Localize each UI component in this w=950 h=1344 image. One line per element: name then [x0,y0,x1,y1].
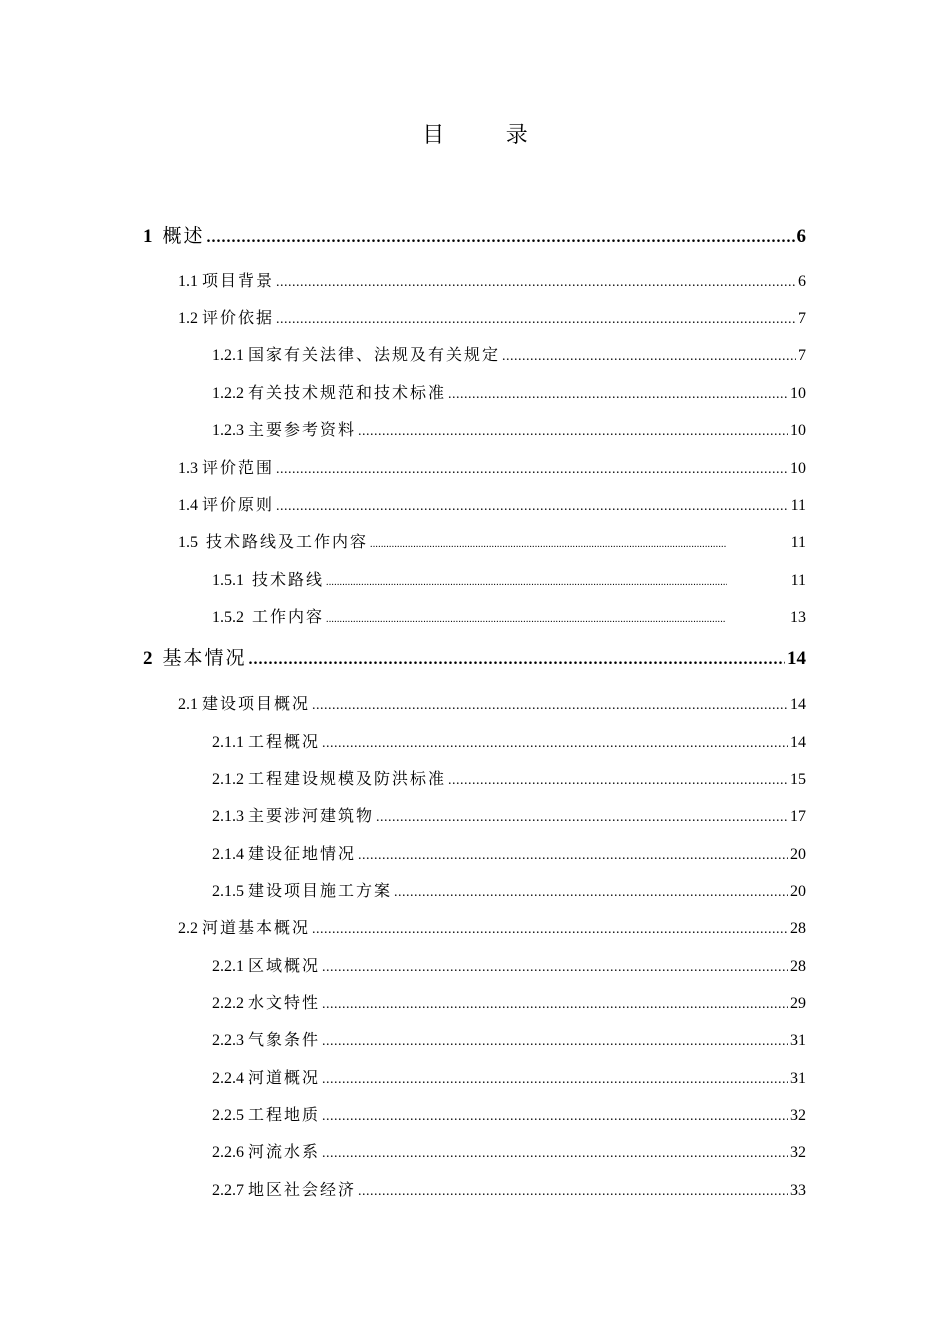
toc-entry[interactable] [178,270,806,294]
toc-entry[interactable] [178,494,806,518]
toc-entry-label [143,223,205,251]
toc-entry-number: 1.2.2 [212,385,244,402]
toc-entry[interactable] [212,805,806,829]
toc-entry[interactable] [212,1141,806,1165]
toc-entry-label [212,1141,320,1165]
toc-entry-page-number: 7 [798,347,806,364]
toc-entry-text: 工作内容 [252,609,325,626]
toc-dot-leader [322,1105,788,1129]
toc-entry-label [212,419,356,443]
toc-entry-label [212,843,356,867]
toc-entry[interactable] [212,1179,806,1203]
toc-entry-label [178,307,274,331]
toc-entry[interactable] [212,1104,806,1128]
toc-entry-page-number: 28 [790,920,806,937]
toc-entry-page-number: 33 [790,1182,806,1199]
toc-entry[interactable] [178,531,806,555]
toc-entry[interactable] [212,1067,806,1091]
toc-entry-number: 2 [143,648,153,669]
toc-entry-number: 1.5.1 [212,572,244,589]
toc-entry-page-number: 11 [790,572,806,589]
toc-entry-page-number: 31 [790,1032,806,1049]
toc-entry-number: 1.1 [178,273,198,290]
toc-entry-label [212,805,374,829]
toc-entry-number: 2.2.6 [212,1144,244,1161]
toc-entry-label [212,382,446,406]
toc-entry-label [178,494,274,518]
toc-title: 目 录 [422,122,556,147]
toc-entry-number: 1.2 [178,310,198,327]
toc-entry-number: 2.1.5 [212,883,244,900]
toc-entry-number: 2.1.2 [212,771,244,788]
toc-entry-label [178,917,310,941]
toc-entry[interactable] [212,955,806,979]
toc-entry[interactable] [212,880,806,904]
toc-dot-leader [394,881,788,905]
toc-entry-page-number: 14 [790,696,806,713]
toc-entry-page-number: 13 [790,609,806,626]
toc-entry-number: 2.2 [178,920,198,937]
toc-entry-page-number: 32 [790,1144,806,1161]
toc-entry-label [212,606,324,630]
toc-entry-text: 评价原则 [202,497,275,514]
toc-dot-leader [376,806,788,830]
toc-entry[interactable] [212,843,806,867]
toc-entry-label [178,531,368,555]
toc-entry-text: 气象条件 [248,1032,321,1049]
toc-entry-text: 评价范围 [202,460,275,477]
toc-entry-number: 2.1.1 [212,734,244,751]
toc-entry[interactable] [212,992,806,1016]
toc-entry-number: 2.2.1 [212,958,244,975]
toc-entry-page-number: 20 [790,883,806,900]
toc-dot-leader [448,383,788,407]
toc-entry-text: 有关技术规范和技术标准 [248,385,447,402]
toc-dot-leader [322,732,788,756]
toc-entry-page-number: 10 [790,460,806,477]
toc-entry[interactable] [178,917,806,941]
toc-entry-text: 国家有关法律、法规及有关规定 [248,347,501,364]
toc-dot-leader [312,918,788,942]
toc-entry[interactable] [178,693,806,717]
toc-entry-page-number: 14 [790,734,806,751]
toc-entry-label [212,1029,320,1053]
toc-entry-text: 主要参考资料 [248,422,357,439]
toc-entry-label [212,1179,356,1203]
toc-entry-number: 2.2.7 [212,1182,244,1199]
toc-dot-leader [207,224,795,252]
toc-entry-page-number: 10 [790,422,806,439]
toc-entry-number: 1.2.1 [212,347,244,364]
toc-dot-leader [276,458,788,482]
toc-entry-text: 主要涉河建筑物 [248,808,375,825]
toc-entry-label [178,270,274,294]
toc-entry[interactable] [212,768,806,792]
toc-entry[interactable] [212,606,806,630]
toc-entry-label [178,457,274,481]
toc-entry-number: 2.2.2 [212,995,244,1012]
toc-entry-number: 1 [143,226,153,247]
toc-dot-leader [322,1142,788,1166]
toc-entry-page-number: 31 [790,1070,806,1087]
toc-entry[interactable] [212,731,806,755]
toc-entry-text: 工程建设规模及防洪标准 [248,771,447,788]
toc-entry-page-number: 20 [790,846,806,863]
toc-entry[interactable] [143,645,806,673]
toc-entry-page-number: 32 [790,1107,806,1124]
toc-entry-page-number: 7 [798,310,806,327]
toc-entry-text: 工程地质 [248,1107,321,1124]
toc-entry-number: 2.1.4 [212,846,244,863]
toc-dot-leader [276,271,796,295]
toc-entry[interactable] [212,1029,806,1053]
toc-dot-leader [276,308,796,332]
toc-dot-leader [322,1068,788,1092]
toc-entry-text: 建设项目概况 [202,696,311,713]
toc-entry-page-number: 17 [790,808,806,825]
toc-entry-page-number: 11 [790,534,806,551]
toc-dot-leader [370,533,727,557]
toc-entry-number: 1.3 [178,460,198,477]
toc-entry-text: 水文特性 [248,995,321,1012]
toc-entry-label [212,1067,320,1091]
toc-entry[interactable] [212,382,806,406]
toc-dot-leader [312,694,788,718]
toc-dot-leader [502,345,796,369]
toc-entry[interactable] [212,344,806,368]
toc-entry[interactable] [212,419,806,443]
toc-entry-text: 项目背景 [202,273,275,290]
toc-entry-label [212,344,500,368]
toc-entry-label [212,569,324,593]
toc-entry-number: 2.2.3 [212,1032,244,1049]
toc-entry-number: 2.1.3 [212,808,244,825]
toc-dot-leader [322,1030,788,1054]
toc-entry-number: 1.2.3 [212,422,244,439]
toc-entry-text: 河道基本概况 [202,920,311,937]
toc-entry-number: 2.2.4 [212,1070,244,1087]
toc-entry[interactable] [212,569,806,593]
toc-entry-label [178,693,310,717]
toc-entry-label [212,992,320,1016]
toc-dot-leader [358,420,788,444]
toc-dot-leader [326,571,727,595]
toc-entry-label [212,731,320,755]
toc-entry[interactable] [178,457,806,481]
toc-dot-leader [326,608,726,632]
toc-entry-label [143,645,247,673]
toc-entry-text: 基本情况 [162,648,247,669]
toc-dot-leader [276,495,789,519]
toc-entry-text: 区域概况 [248,958,321,975]
toc-entry-page-number: 29 [790,995,806,1012]
toc-entry-page-number: 10 [790,385,806,402]
toc-entry-label [212,880,392,904]
toc-entry-text: 地区社会经济 [248,1182,357,1199]
toc-entry[interactable] [143,223,806,251]
toc-entry-page-number: 15 [790,771,806,788]
toc-entry-text: 概述 [162,226,205,247]
toc-entry-text: 建设征地情况 [248,846,357,863]
toc-entry-number: 1.5.2 [212,609,244,626]
toc-entry-page-number: 6 [796,226,806,247]
toc-dot-leader [322,993,788,1017]
toc-dot-leader [448,769,788,793]
toc-entry-text: 建设项目施工方案 [248,883,393,900]
toc-entry-label [212,955,320,979]
toc-entry-page-number: 6 [798,273,806,290]
toc-entry-number: 1.5 [178,534,198,551]
toc-dot-leader [358,1180,788,1204]
toc-entry-page-number: 28 [790,958,806,975]
toc-entry-text: 河道概况 [248,1070,321,1087]
toc-dot-leader [249,646,785,674]
toc-entry-text: 工程概况 [248,734,321,751]
toc-entry-text: 评价依据 [202,310,275,327]
toc-entry-text: 技术路线 [252,572,325,589]
toc-entry-page-number: 14 [787,648,806,669]
toc-dot-leader [322,956,788,980]
toc-entry-text: 河流水系 [248,1144,321,1161]
toc-entry-label [212,1104,320,1128]
toc-entry-page-number: 11 [790,497,806,514]
toc-entry-number: 2.2.5 [212,1107,244,1124]
toc-entry-text: 技术路线及工作内容 [206,534,369,551]
toc-entry-number: 1.4 [178,497,198,514]
toc-dot-leader [358,844,788,868]
toc-entry[interactable] [178,307,806,331]
toc-entry-label [212,768,446,792]
toc-entry-number: 2.1 [178,696,198,713]
